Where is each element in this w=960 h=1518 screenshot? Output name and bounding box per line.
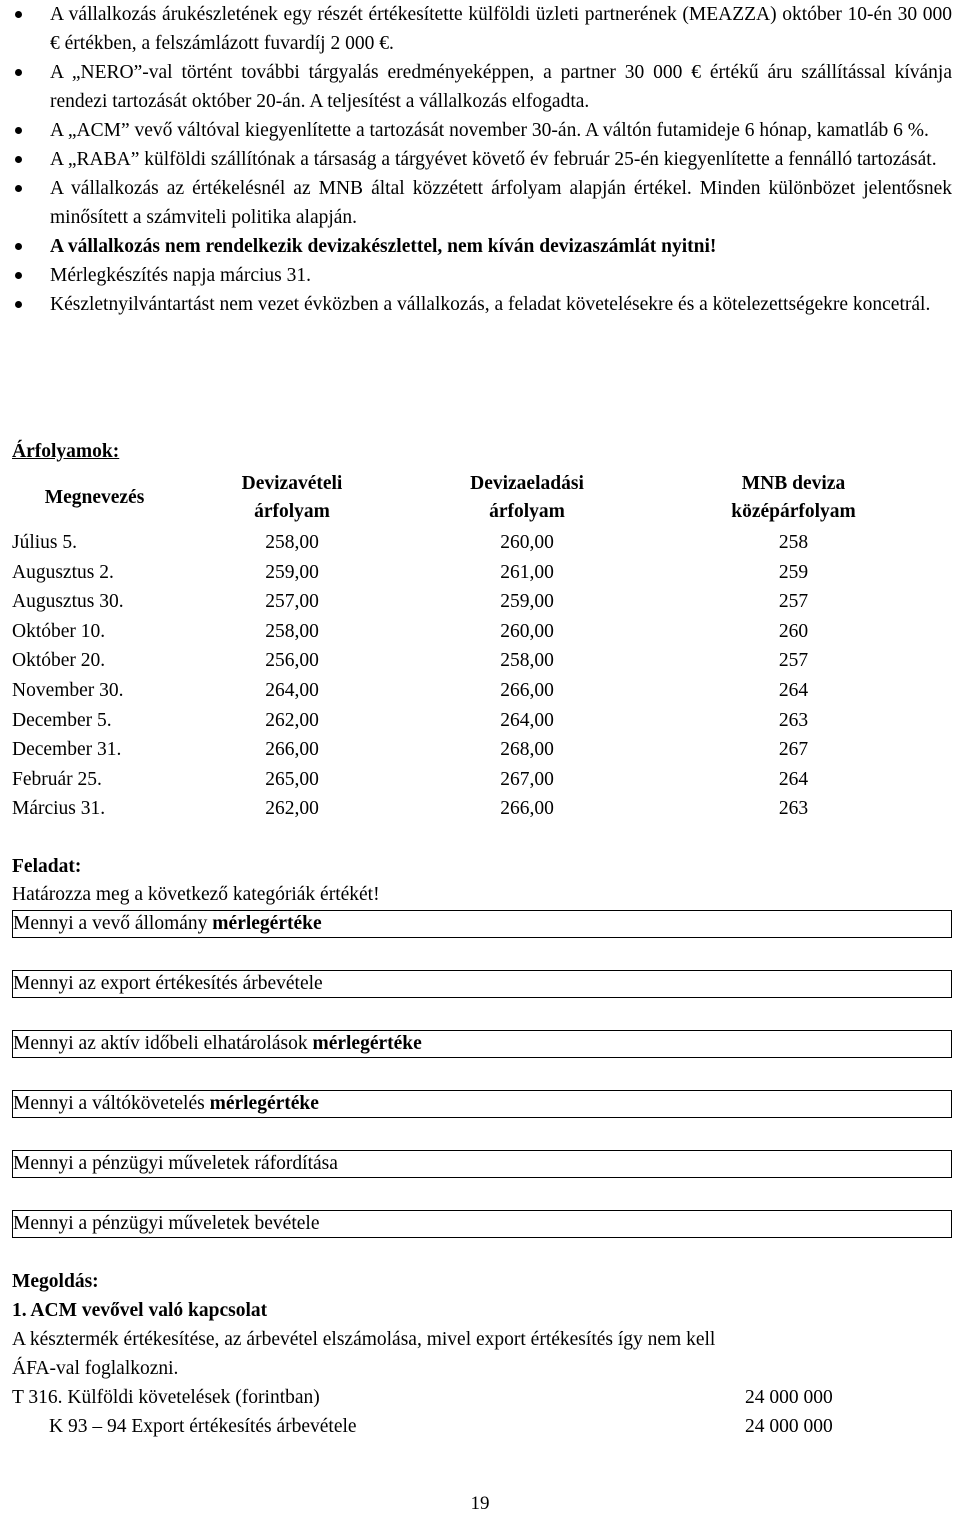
bullet-dot-icon	[15, 127, 22, 134]
task-heading: Feladat:	[12, 856, 82, 877]
solution-heading: Megoldás:	[12, 1271, 99, 1292]
bullet-item	[12, 174, 952, 232]
entry-amount: 24 000 000	[745, 1387, 833, 1408]
header-name: Megnevezés	[44, 487, 145, 508]
bullet-item	[12, 0, 952, 58]
bullet-item	[12, 261, 952, 290]
bullet-item	[12, 145, 952, 174]
exchange-rates-table	[12, 468, 940, 824]
header-sell: Devizaeladási árfolyam	[470, 473, 584, 522]
question-box: Mennyi a váltókövetelés mérlegértéke	[12, 1090, 952, 1118]
question-box: Mennyi az export értékesítés árbevétele	[12, 970, 952, 998]
bullet-item	[12, 232, 952, 261]
journal-entry-debit	[12, 1383, 952, 1412]
page-number: 19	[470, 1493, 490, 1514]
bullet-dot-icon	[15, 11, 22, 18]
question-box: Mennyi a pénzügyi műveletek bevétele	[12, 1210, 952, 1238]
bullet-text: A vállalkozás az értékelésnél az MNB által közzétett árfolyam alapján értékel. Minden különbözet jelentősnek minősített a számviteli politika alapján.	[50, 178, 952, 228]
question-box: Mennyi a pénzügyi műveletek ráfordítása	[12, 1150, 952, 1178]
solution-subheading: 1. ACM vevővel való kapcsolat	[12, 1300, 268, 1321]
bullet-dot-icon	[15, 69, 22, 76]
rates-title: Árfolyamok:	[12, 441, 120, 462]
task-section	[12, 853, 952, 1238]
bullet-item	[12, 58, 952, 116]
table-row: Július 5. 258,00 260,00 258	[12, 532, 809, 553]
table-row: December 31. 266,00 268,00 267	[12, 739, 809, 761]
bullet-list	[12, 0, 952, 319]
bullet-dot-icon	[15, 243, 22, 250]
bullet-dot-icon	[15, 156, 22, 163]
entry-label: T 316. Külföldi követelések (forintban)	[12, 1387, 320, 1408]
table-row: Március 31. 262,00 266,00 263	[12, 798, 809, 820]
journal-entry-credit	[12, 1412, 952, 1441]
table-row: December 5. 262,00 264,00 263	[12, 709, 809, 731]
bullet-item	[12, 116, 952, 145]
table-header-row	[12, 468, 940, 528]
bullet-item	[12, 290, 952, 319]
entry-amount: 24 000 000	[745, 1416, 833, 1437]
bullet-dot-icon	[15, 185, 22, 192]
table-row: Augusztus 2. 259,00 261,00 259	[12, 561, 809, 583]
question-box: Mennyi a vevő állomány mérlegértéke	[12, 910, 952, 938]
bullet-text: Készletnyilvántartást nem vezet évközben a vállalkozás, a feladat követelésekre és a kötelezettségekre koncetrál.	[50, 294, 931, 315]
question-box: Mennyi az aktív időbeli elhatárolások mérlegértéke	[12, 1030, 952, 1058]
bullet-text: A vállalkozás árukészletének egy részét értékesítette külföldi üzleti partnerének (MEAZZA) október 10-én 30 000 € értékben, a felszámlázott fuvardíj 2 000 €.	[50, 4, 952, 54]
task-intro: Határozza meg a következő kategóriák értékét!	[12, 884, 380, 905]
table-row: Augusztus 30. 257,00 259,00 257	[12, 591, 809, 613]
header-buy: Devizavételi árfolyam	[241, 473, 343, 522]
table-row: Október 10. 258,00 260,00 260	[12, 620, 809, 642]
bullet-text: A „RABA” külföldi szállítónak a társaság a tárgyévet követő év február 25-én kiegyenlítette a fennálló tartozását.	[50, 149, 937, 170]
header-mnb: MNB deviza középárfolyam	[731, 473, 856, 522]
solution-text: ÁFA-val foglalkozni.	[12, 1358, 179, 1379]
solution-text: A késztermék értékesítése, az árbevétel elszámolása, mivel export értékesítés így nem kell	[12, 1329, 716, 1350]
bullet-text: A „NERO”-val történt további tárgyalás eredményeképpen, a partner 30 000 € értékű áru szállítással kívánja rendezi tartozását október 20-án. A teljesítést a vállalkozás elfogadta.	[50, 62, 952, 112]
bullet-dot-icon	[15, 301, 22, 308]
bullet-text: Mérlegkészítés napja március 31.	[50, 265, 311, 286]
entry-label: K 93 – 94 Export értékesítés árbevétele	[49, 1416, 357, 1437]
bullet-dot-icon	[15, 272, 22, 279]
table-row: Február 25. 265,00 267,00 264	[12, 768, 809, 790]
table-row: November 30. 264,00 266,00 264	[12, 679, 809, 701]
table-row: Október 20. 256,00 258,00 257	[12, 650, 809, 672]
bullet-text: A „ACM” vevő váltóval kiegyenlítette a tartozását november 30-án. A váltón futamideje 6 hónap, kamatláb 6 %.	[50, 120, 929, 141]
solution-section	[12, 1267, 952, 1441]
bullet-text: A vállalkozás nem rendelkezik devizakészlettel, nem kíván devizaszámlát nyitni!	[50, 236, 717, 257]
